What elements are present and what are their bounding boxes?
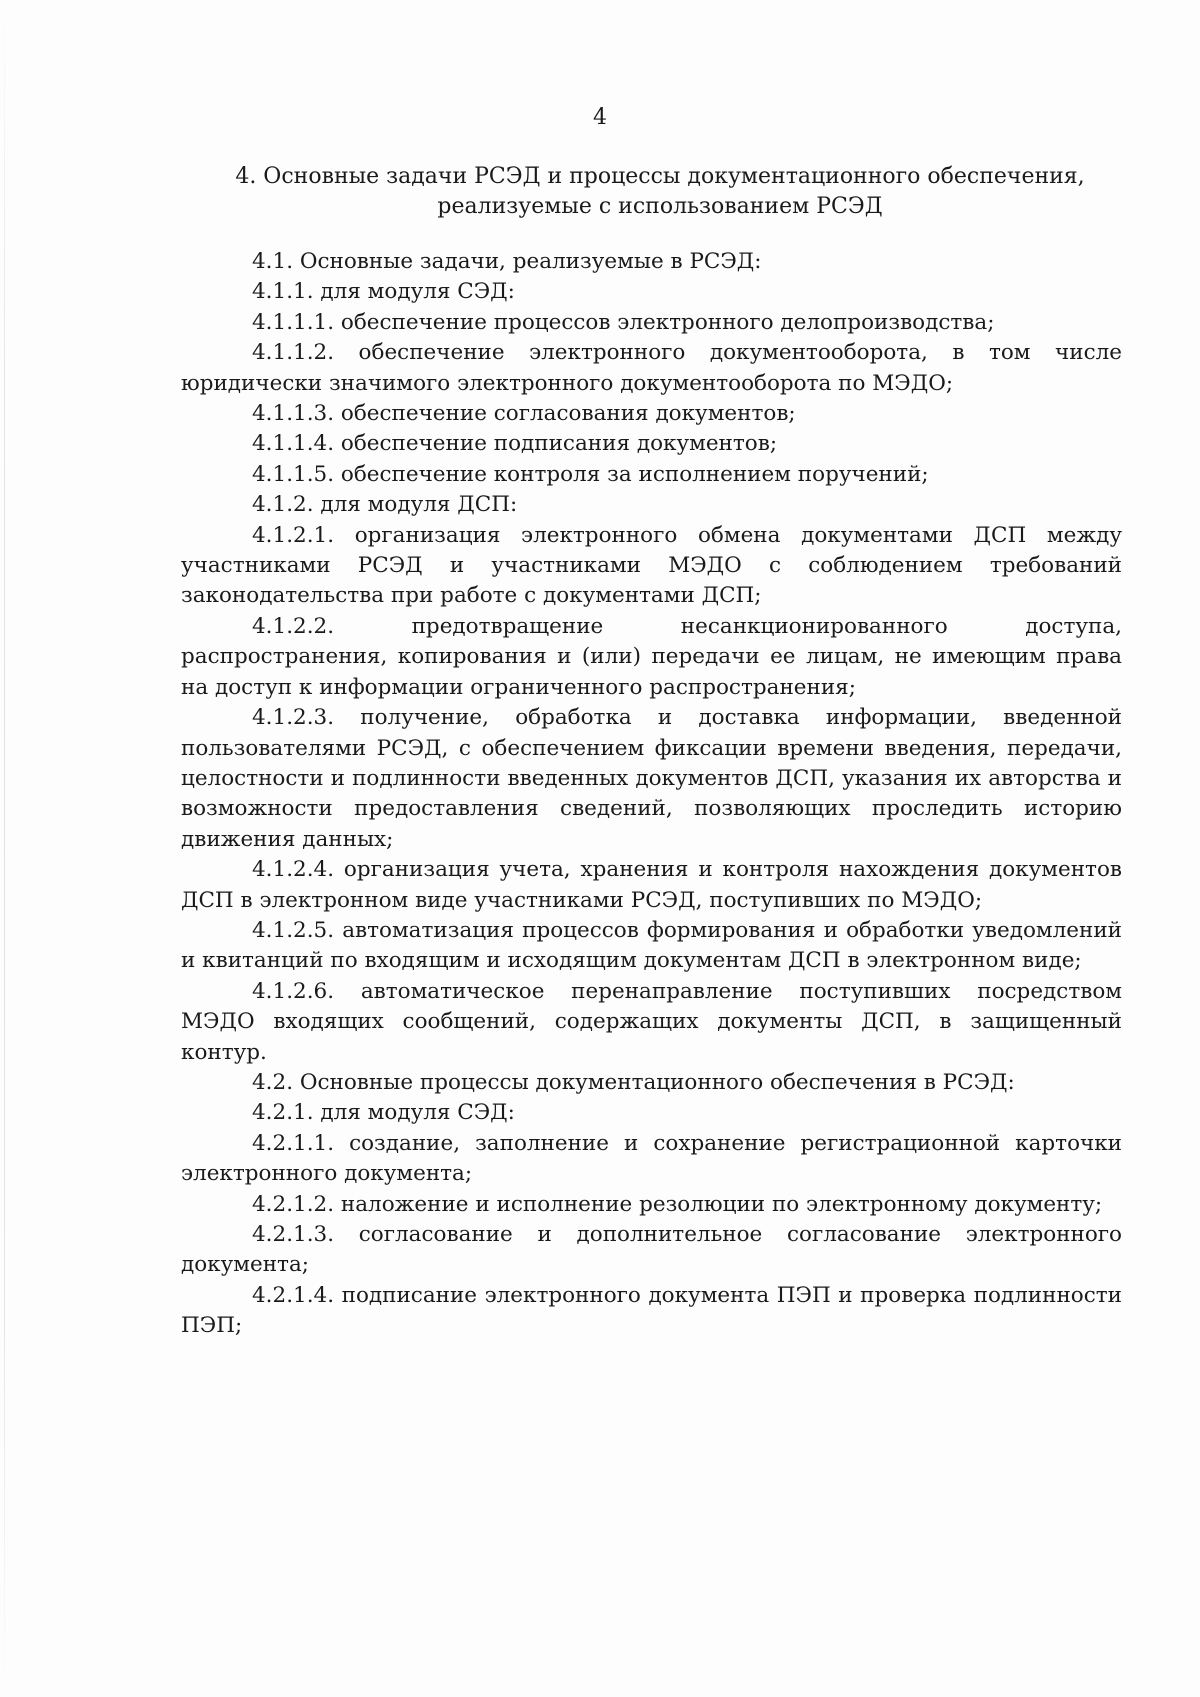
section-heading-line-1: 4. Основные задачи РСЭД и процессы документационного обеспечения, [235,164,1085,189]
paragraph-4-1-2-1: 4.1.2.1. организация электронного обмена документами ДСП между участниками РСЭД и участниками МЭДО с соблюдением требований законодательства при работе с документами ДСП; [181,522,1122,609]
paragraph-4-1-1: 4.1.1. для модуля СЭД: [252,279,515,305]
paragraph-4-2-1-3: 4.2.1.3. согласование и дополнительное согласование электронного документа; [181,1222,1122,1278]
paragraph-4-2-1-4: 4.2.1.4. подписание электронного документа ПЭП и проверка подлинности ПЭП; [181,1282,1122,1339]
paragraph-4-1-1-1: 4.1.1.1. обеспечение процессов электронного делопроизводства; [252,309,995,335]
section-heading [180,162,1140,222]
paragraph-4-1-1-4: 4.1.1.4. обеспечение подписания документов; [252,431,778,457]
paragraph-4-1-2-3: 4.1.2.3. получение, обработка и доставка информации, введенной пользователями РСЭД, с обеспечением фиксации времени введения, передачи, целостности и подлинности введенных документов ДСП, указания их авторства и возможности предоставления сведений, позволяющих проследить историю движения данных; [181,705,1122,852]
paragraph-4-1-2-4: 4.1.2.4. организация учета, хранения и контроля нахождения документов ДСП в электронном виде участниками РСЭД, поступивших по МЭДО; [181,857,1122,913]
paragraph-4-1-1-2: 4.1.1.2. обеспечение электронного документооборота, в том числе юридически значимого электронного документооборота по МЭДО; [181,340,1122,396]
paragraph-4-2-1-1: 4.2.1.1. создание, заполнение и сохранение регистрационной карточки электронного документа; [181,1130,1122,1187]
paragraph-4-1: 4.1. Основные задачи, реализуемые в РСЭД: [252,249,762,274]
page-number: 4 [593,105,607,130]
body-text [181,247,1122,1342]
paragraph-4-2-1: 4.2.1. для модуля СЭД: [252,1100,515,1126]
paragraph-4-1-1-5: 4.1.1.5. обеспечение контроля за исполнением поручений; [252,461,929,487]
paragraph-4-1-2-6: 4.1.2.6. автоматическое перенаправление поступивших посредством МЭДО входящих сообщений, содержащих документы ДСП, в защищенный контур. [181,978,1122,1065]
section-heading-line-2: реализуемые с использованием РСЭД [437,194,883,219]
paragraph-4-1-1-3: 4.1.1.3. обеспечение согласования документов; [252,401,796,427]
paragraph-4-1-2-5: 4.1.2.5. автоматизация процессов формирования и обработки уведомлений и квитанций по входящим и исходящим документам ДСП в электронном виде; [181,917,1122,974]
scan-edge-shadow [4,0,5,1697]
paragraph-4-2: 4.2. Основные процессы документационного обеспечения в РСЭД: [252,1069,1015,1095]
paragraph-4-1-2: 4.1.2. для модуля ДСП: [252,492,518,518]
paragraph-4-2-1-2: 4.2.1.2. наложение и исполнение резолюции по электронному документу; [252,1191,1103,1217]
paragraph-4-1-2-2: 4.1.2.2. предотвращение несанкционированного доступа, распространения, копирования и (или) передачи ее лицам, не имеющим права на доступ к информации ограниченного распространения; [181,613,1122,700]
